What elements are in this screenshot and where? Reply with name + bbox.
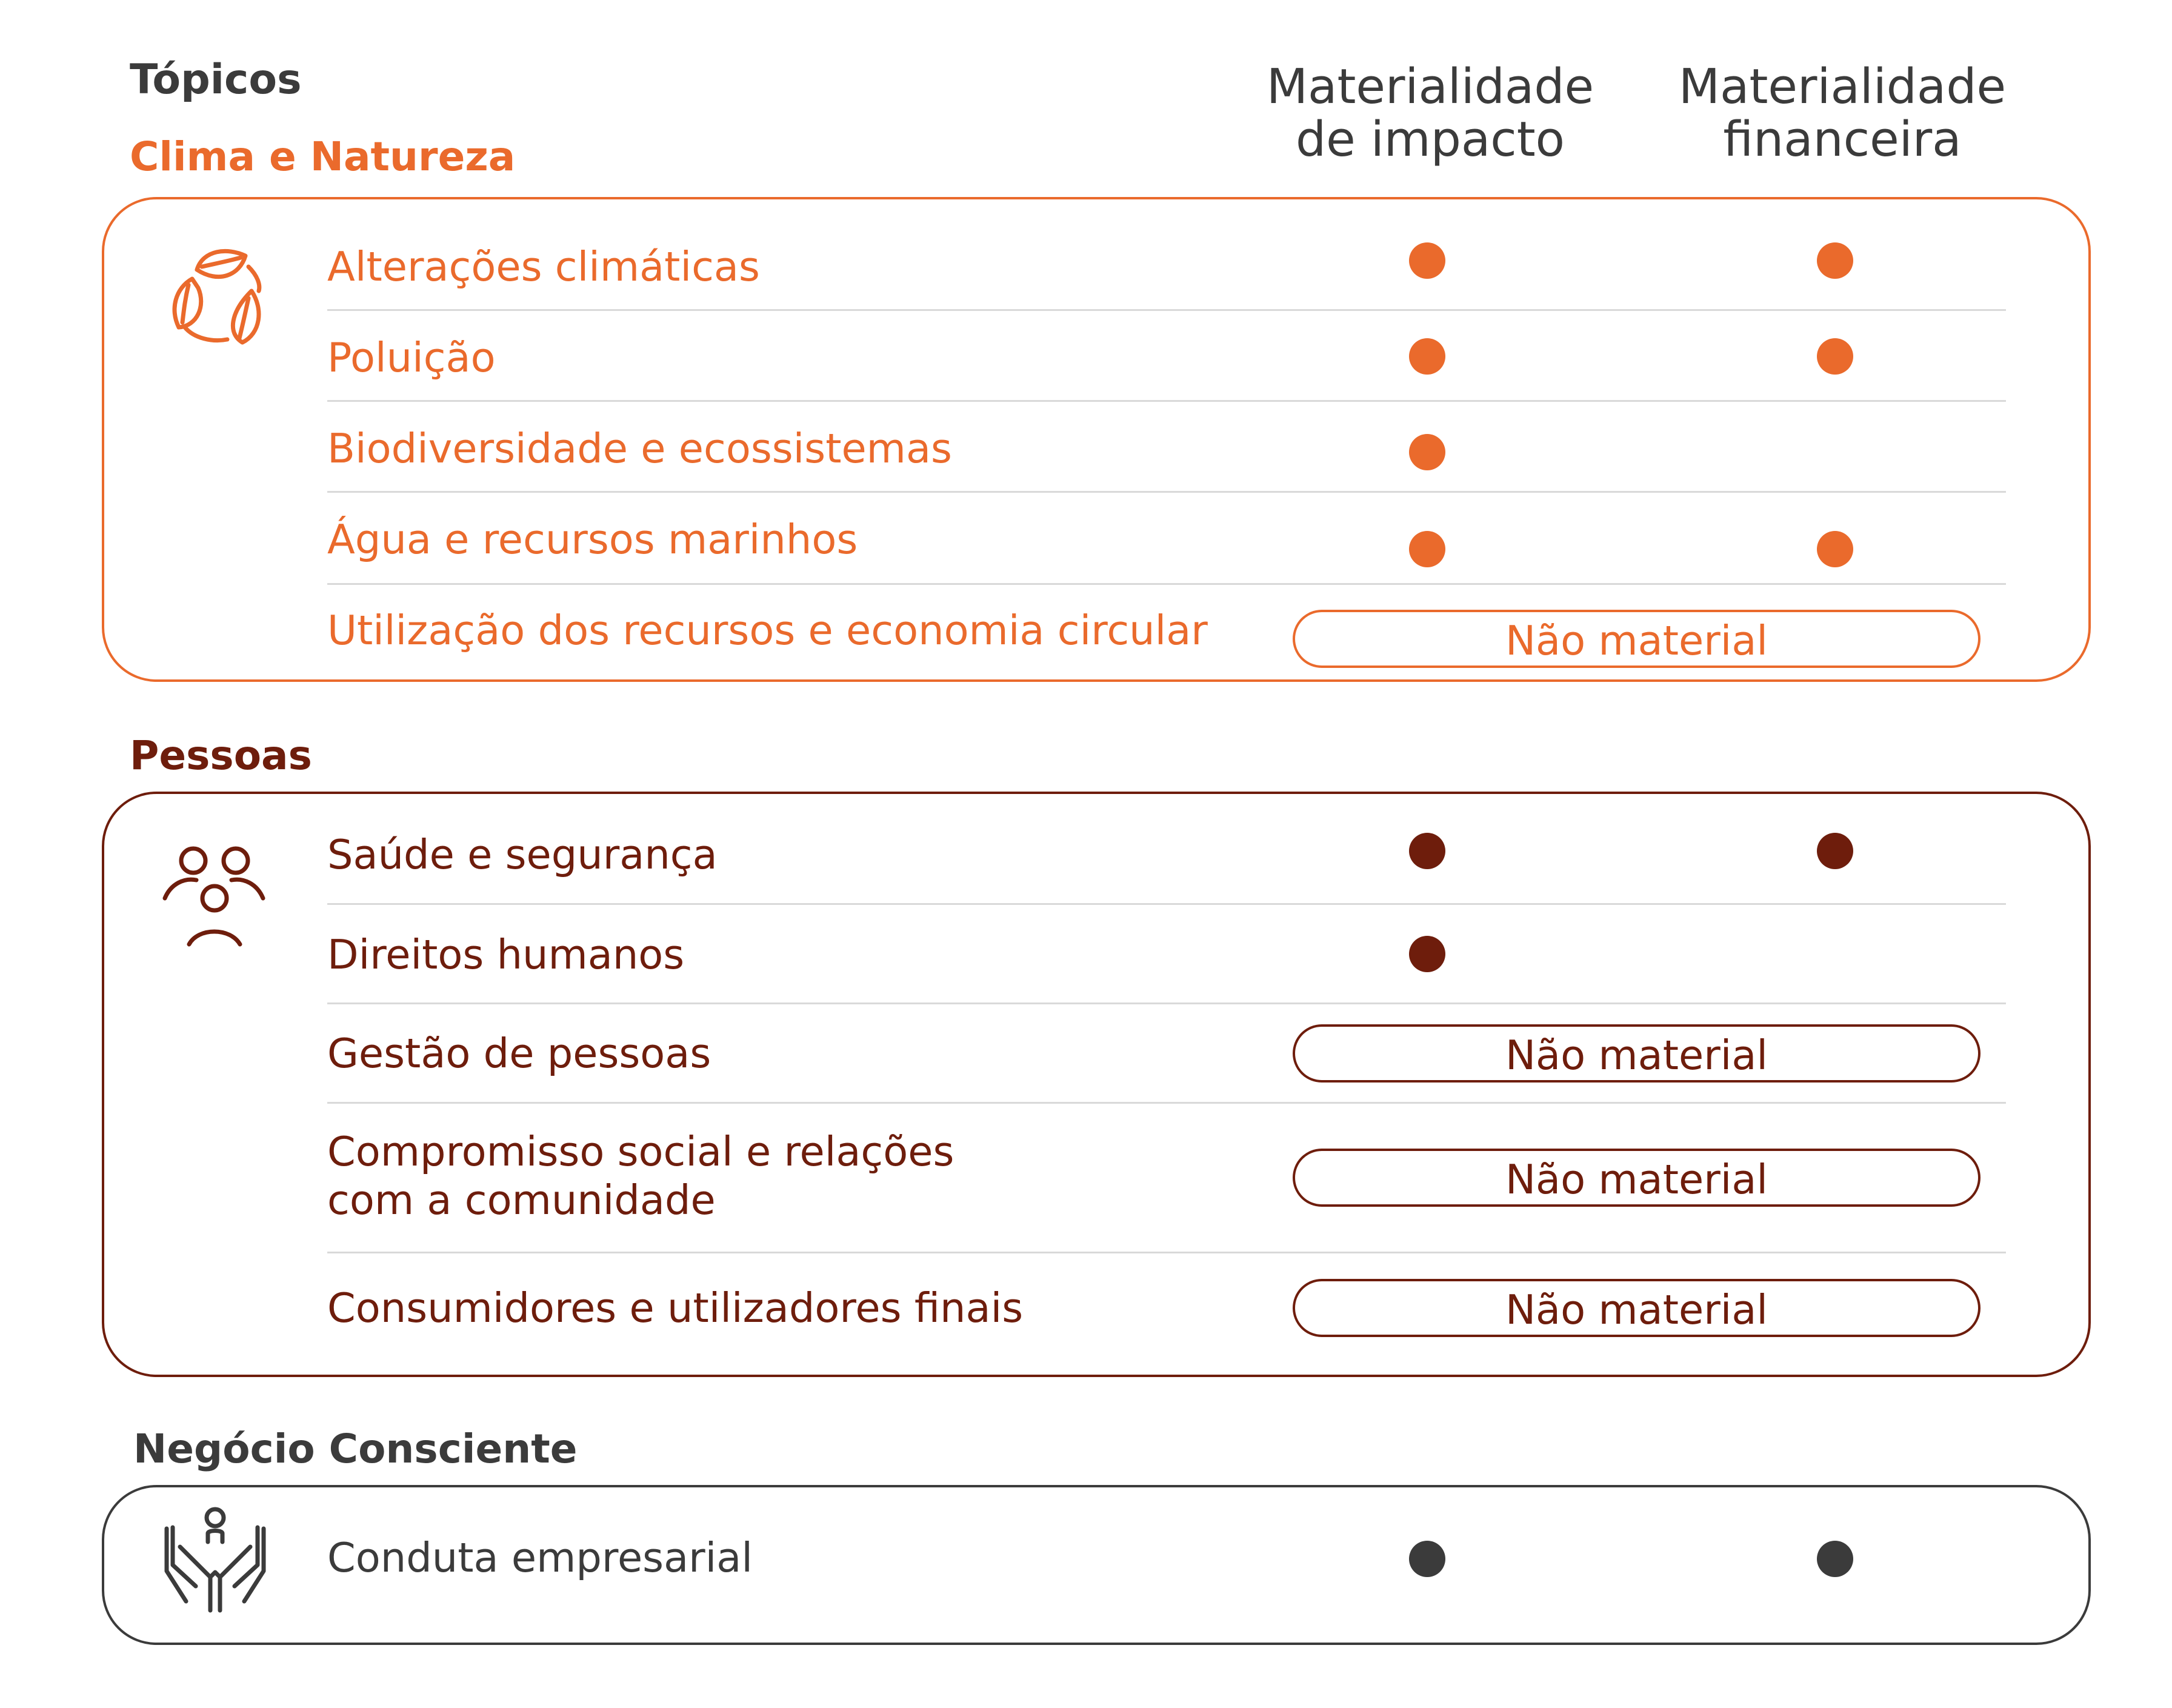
financial-dot <box>1817 531 1853 567</box>
row-separator <box>327 903 2006 905</box>
topic-row-label: Direitos humanos <box>327 931 685 978</box>
topic-row-label: Consumidores e utilizadores finais <box>327 1284 1024 1332</box>
topic-row-label: Poluição <box>327 334 496 381</box>
financial-dot <box>1817 242 1853 279</box>
impact-dot <box>1409 1541 1445 1577</box>
impact-materiality-header: Materialidade de impacto <box>1266 59 1594 167</box>
impact-dot <box>1409 338 1445 375</box>
topic-row-label: Utilização dos recursos e economia circular <box>327 607 1208 654</box>
impact-dot <box>1409 434 1445 470</box>
row-separator <box>327 400 2006 402</box>
section-title-business: Negócio Consciente <box>133 1426 578 1472</box>
hands-person-icon <box>161 1504 270 1613</box>
topic-row-label: Saúde e segurança <box>327 831 718 878</box>
leaf-cycle-icon <box>161 242 270 352</box>
not-material-badge: Não material <box>1293 1149 1980 1207</box>
row-separator <box>327 1102 2006 1104</box>
impact-dot <box>1409 936 1445 972</box>
topic-row-label: Conduta empresarial <box>327 1534 753 1581</box>
not-material-badge: Não material <box>1293 610 1980 668</box>
section-title-people: Pessoas <box>130 732 312 779</box>
row-separator <box>327 1252 2006 1253</box>
topics-title: Tópicos <box>130 56 302 104</box>
topic-row-label: Gestão de pessoas <box>327 1030 711 1077</box>
topic-row-label: Água e recursos marinhos <box>327 516 858 563</box>
financial-materiality-header: Materialidade financeira <box>1678 59 2007 167</box>
topic-row-label: Alterações climáticas <box>327 243 760 290</box>
not-material-badge: Não material <box>1293 1024 1980 1083</box>
row-separator <box>327 1002 2006 1004</box>
impact-dot <box>1409 531 1445 567</box>
financial-dot <box>1817 338 1853 375</box>
row-separator <box>327 491 2006 493</box>
impact-dot <box>1409 833 1445 869</box>
people-group-icon <box>159 842 268 952</box>
topic-row-label: Biodiversidade e ecossistemas <box>327 425 952 472</box>
financial-dot <box>1817 833 1853 869</box>
topic-row-label: Compromisso social e relações com a comunidade <box>327 1128 954 1224</box>
row-separator <box>327 583 2006 585</box>
not-material-badge: Não material <box>1293 1279 1980 1337</box>
row-separator <box>327 309 2006 311</box>
section-title-climate: Clima e Natureza <box>130 133 516 180</box>
financial-dot <box>1817 1541 1853 1577</box>
impact-dot <box>1409 242 1445 279</box>
